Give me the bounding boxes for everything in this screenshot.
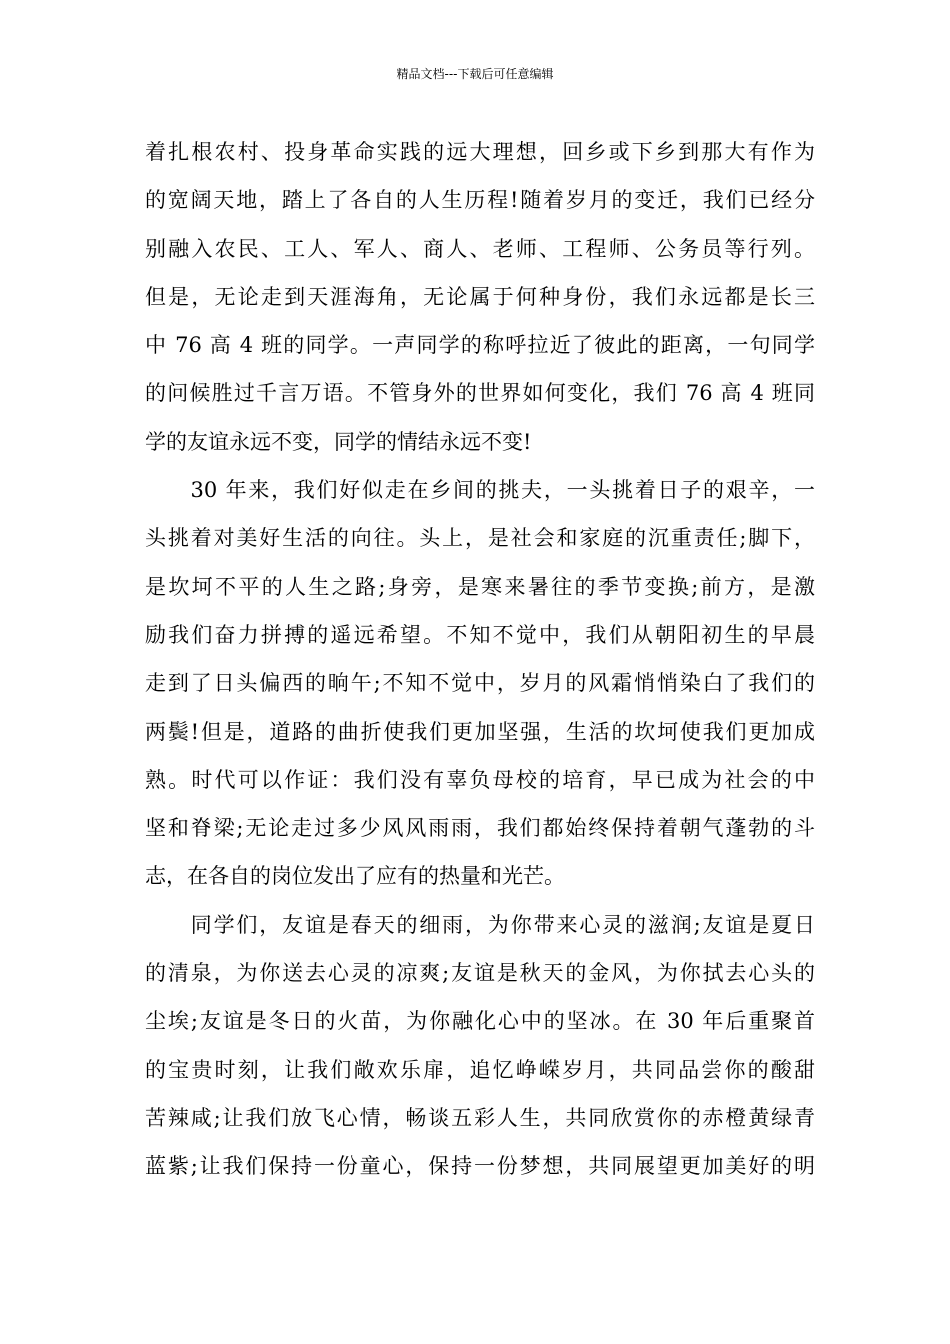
text-line: 但是，无论走到天涯海角，无论属于何种身份，我们永远都是长三	[145, 284, 815, 309]
text-line: 别融入农民、工人、军人、商人、老师、工程师、公务员等行列。	[145, 236, 815, 261]
document-body	[145, 128, 815, 1191]
text-line: 蓝紫;让我们保持一份童心，保持一份梦想，共同展望更加美好的明	[145, 1154, 815, 1179]
text-line: 两鬓!但是，道路的曲折使我们更加坚强，生活的坎坷使我们更加成	[145, 719, 815, 744]
text-line: 是坎坷不平的人生之路;身旁，是寒来暑往的季节变换;前方，是激	[145, 574, 815, 599]
text-line: 同学们，友谊是春天的细雨，为你带来心灵的滋润;友谊是夏日	[145, 912, 815, 937]
text-line: 苦辣咸;让我们放飞心情，畅谈五彩人生，共同欣赏你的赤橙黄绿青	[145, 1105, 815, 1130]
text-line: 30 年来，我们好似走在乡间的挑夫，一头挑着日子的艰辛，一	[145, 478, 815, 503]
text-line: 走到了日头偏西的晌午;不知不觉中，岁月的风霜悄悄染白了我们的	[145, 671, 815, 696]
text-line: 中 76 高 4 班的同学。一声同学的称呼拉近了彼此的距离，一句同学	[145, 333, 815, 358]
text-line: 坚和脊梁;无论走过多少风风雨雨，我们都始终保持着朝气蓬勃的斗	[145, 816, 815, 841]
text-line: 的宽阔天地，踏上了各自的人生历程!随着岁月的变迁，我们已经分	[145, 188, 815, 213]
text-line: 的问候胜过千言万语。不管身外的世界如何变化，我们 76 高 4 班同	[145, 381, 815, 406]
text-line: 励我们奋力拼搏的遥远希望。不知不觉中，我们从朝阳初生的早晨	[145, 622, 815, 647]
text-line: 着扎根农村、投身革命实践的远大理想，回乡或下乡到那大有作为	[145, 140, 815, 164]
text-line: 的清泉，为你送去心灵的凉爽;友谊是秋天的金风，为你拭去心头的	[145, 961, 815, 986]
text-line: 熟。时代可以作证：我们没有辜负母校的培育，早已成为社会的中	[145, 767, 815, 792]
text-line: 学的友谊永远不变，同学的情结永远不变!	[145, 429, 532, 454]
page-header: 精品文档---下载后可任意编辑	[396, 67, 554, 81]
text-line: 的宝贵时刻，让我们敞欢乐扉，追忆峥嵘岁月，共同品尝你的酸甜	[145, 1057, 815, 1082]
text-line: 头挑着对美好生活的向往。头上，是社会和家庭的沉重责任;脚下，	[145, 526, 815, 551]
text-line: 尘埃;友谊是冬日的火苗，为你融化心中的坚冰。在 30 年后重聚首	[145, 1009, 815, 1034]
text-line: 志，在各自的岗位发出了应有的热量和光芒。	[145, 864, 565, 889]
